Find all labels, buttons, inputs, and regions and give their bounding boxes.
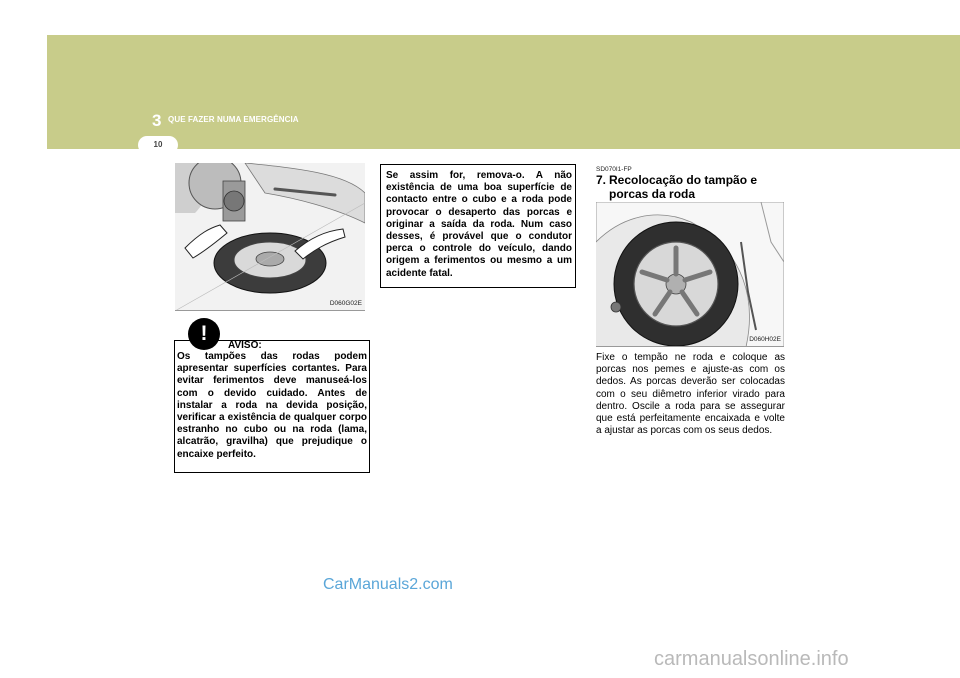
figure-spare-wheel <box>175 163 365 311</box>
wheel-hubcap-illustration <box>596 202 784 347</box>
chapter-number: 3 <box>152 111 162 130</box>
warning-box <box>174 340 370 473</box>
section-body: Fixe o tempão ne roda e coloque as porcas nos pemes e ajuste-as com os dedos. As porcas deverão ser colocadas com o seu diêmetro inferior virado para dentro. Oscile a roda para se assegurar que está perfeitamente encaixada e volte a ajustar as porcas com os seus dedos. <box>596 352 785 437</box>
note-box <box>380 164 576 288</box>
section-code: SD070I1-FP <box>596 166 632 173</box>
figure-code: D060H02E <box>749 336 781 343</box>
spare-wheel-illustration <box>175 163 365 311</box>
chapter-title: QUE FAZER NUMA EMERGÊNCIA <box>168 115 299 124</box>
watermark-link-left[interactable]: CarManuals2.com <box>323 576 453 593</box>
section-heading <box>596 174 786 201</box>
figure-code: D060G02E <box>329 300 362 307</box>
page-number: 10 <box>153 140 163 149</box>
section-heading-line1: Recolocação do tampão e <box>609 173 758 187</box>
section-heading-line2: porcas da roda <box>609 186 696 201</box>
warning-title: AVISO: <box>228 340 262 351</box>
warning-text: Os tampões das rodas podem apresentar superfícies cortantes. Para evitar ferimentos deve manuseá-los com o devido cuidado. Antes de instalar a roda na devida posição, verificar a existência de qualquer corpo estranho no cubo ou na roda (lama, alcatrão, gravilha) que prejudique o encaixe perfeito. <box>177 351 367 460</box>
warning-icon: ! <box>188 318 220 350</box>
watermark-link-right[interactable]: carmanualsonline.info <box>654 648 849 670</box>
section-number: 7. <box>596 173 607 187</box>
note-text: Se assim for, remova-o. A não existência de uma boa superfície de contacto entre o cubo e a roda pode provocar o desaperto das porcas e originar a saída da roda. Num caso desses, é provável que o condutor perca o controle do veículo, dando origem a ferimentos ou mesmo a um acidente fatal. <box>386 170 572 279</box>
header-band <box>47 35 960 149</box>
figure-wheel-hubcap <box>596 202 784 347</box>
